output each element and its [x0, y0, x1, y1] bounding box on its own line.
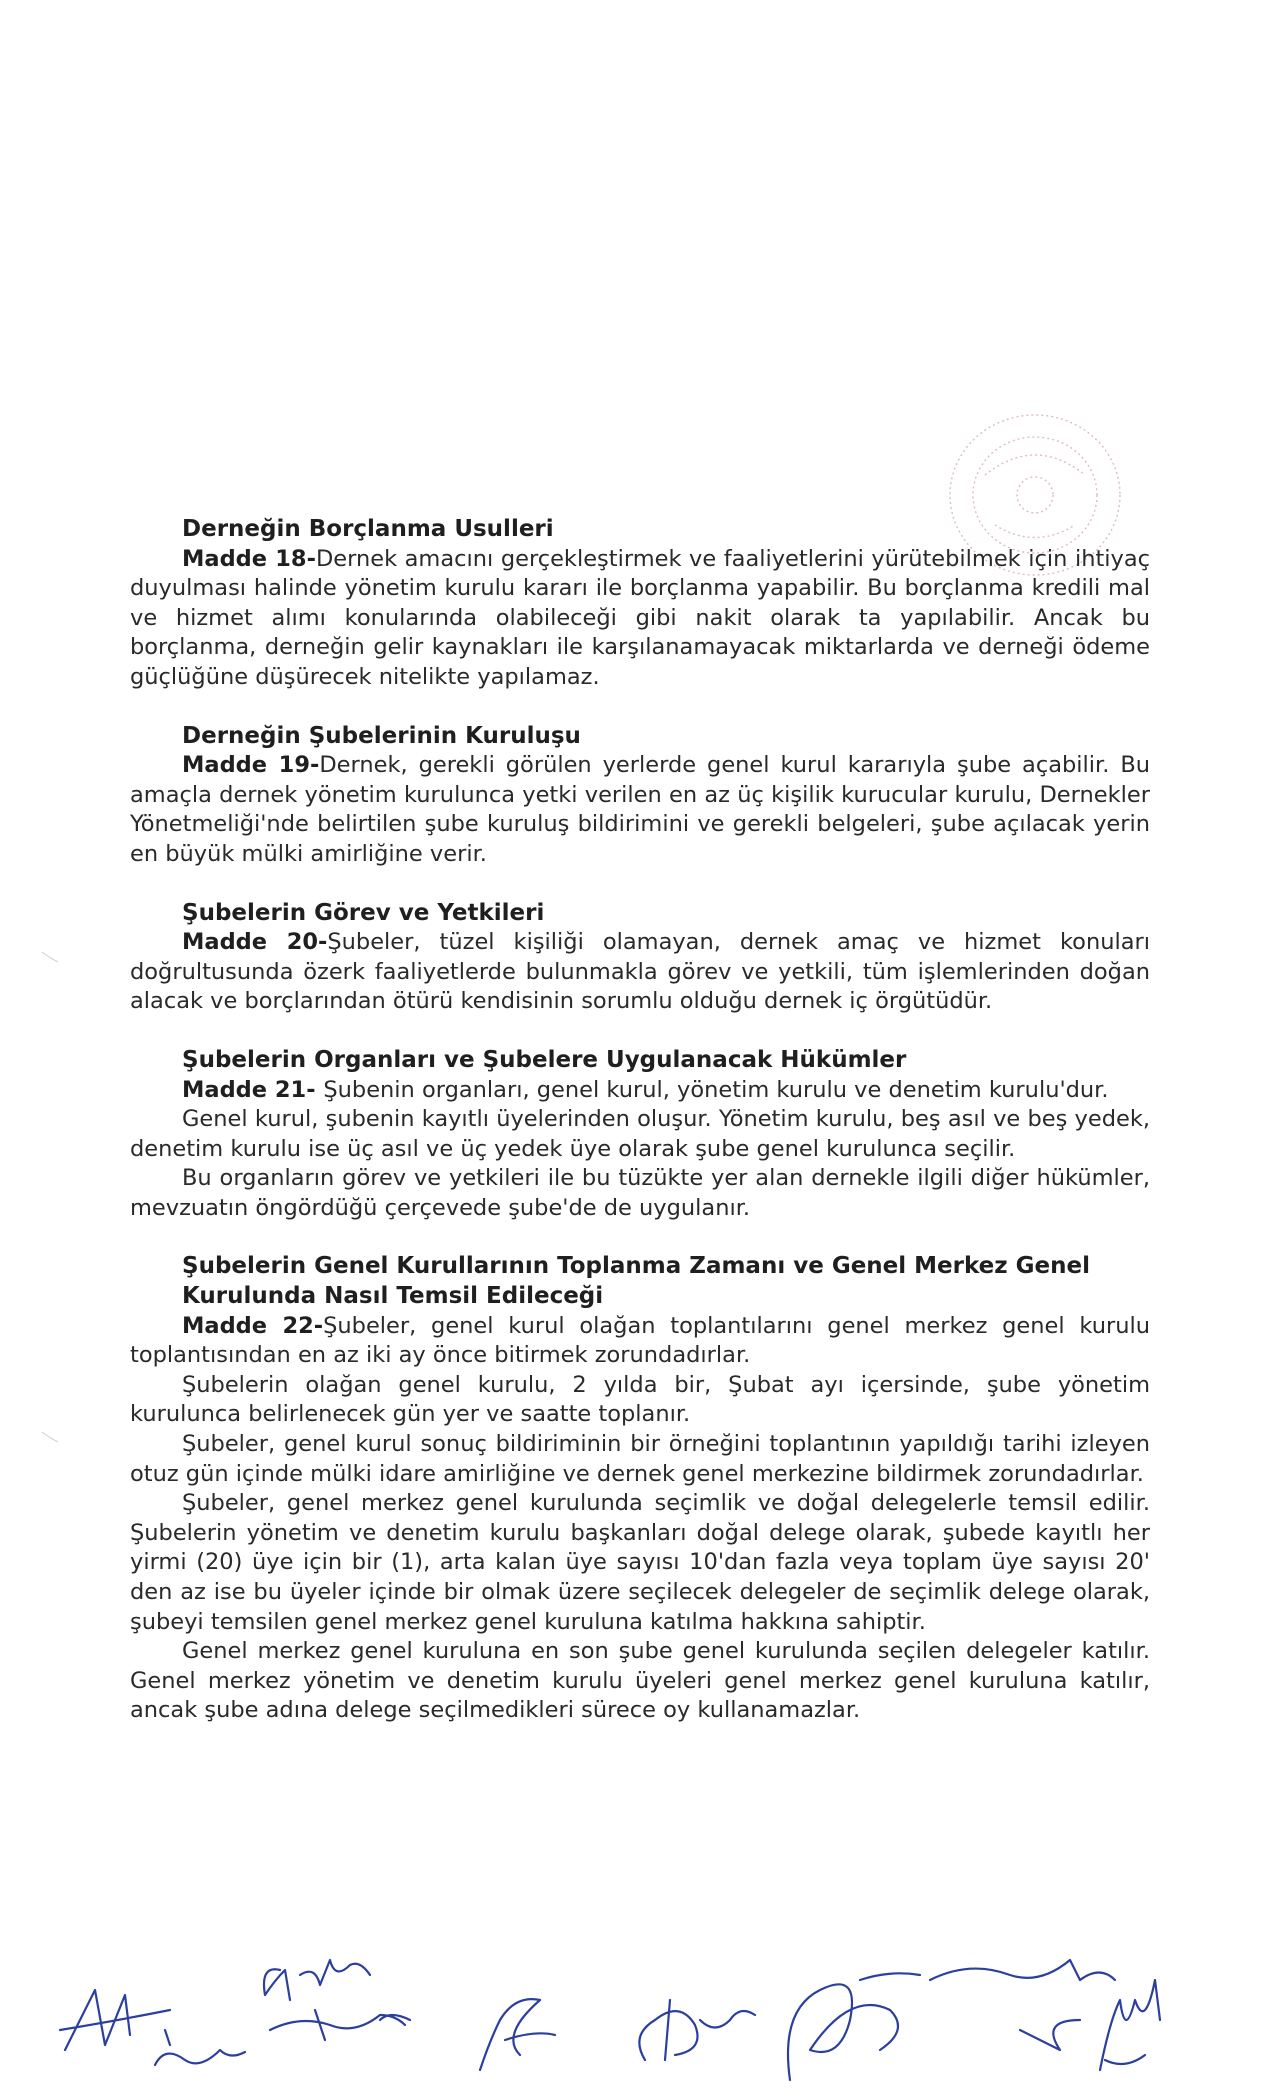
- signature-2: [155, 1960, 410, 2065]
- section-sube-gorev: [130, 899, 1150, 1017]
- paragraph: Genel merkez genel kuruluna en son şube genel kurulunda seçilen delegeler katılır. Genel merkez yönetim ve denetim kurulu üyeleri genel merkez genel kuruluna katılır, ancak şube adına delege seçilmedikleri sürece oy kullanamazlar.: [130, 1638, 1150, 1724]
- paragraph: [130, 1076, 1150, 1106]
- signature-3: [480, 1999, 555, 2070]
- article-number: Madde 21-: [182, 1076, 324, 1103]
- paragraph: [130, 1312, 1150, 1371]
- section-borclanma: [130, 515, 1150, 693]
- article-number: Madde 19-: [182, 752, 320, 779]
- article-number: Madde 20-: [182, 929, 328, 956]
- signature-6: [1100, 1980, 1160, 2070]
- signature-area: [0, 1880, 1275, 2100]
- article-number: Madde 22-: [182, 1312, 324, 1339]
- signature-1: [60, 1990, 170, 2050]
- article-text: Şubeler, genel kurul olağan toplantılarını genel merkez genel kurulu toplantısından en az iki ay önce bitirmek zorundadırlar.: [130, 1312, 1150, 1369]
- section-sube-genel-kurul: [130, 1252, 1150, 1726]
- paragraph: [130, 545, 1150, 693]
- paragraph: Şubelerin olağan genel kurulu, 2 yılda bir, Şubat ayı içersinde, şube yönetim kurulunca belirlenecek gün yer ve saatte toplanır.: [130, 1371, 1150, 1428]
- paragraph: [130, 928, 1150, 1017]
- section-heading: Derneğin Borçlanma Usulleri: [182, 516, 554, 542]
- paragraph: Genel kurul, şubenin kayıtlı üyelerinden oluşur. Yönetim kurulu, beş asıl ve beş yedek, denetim kurulu ise üç asıl ve üç yedek üye olarak şube genel kurulunca seçilir.: [130, 1106, 1150, 1162]
- section-sube-kurulusu: [130, 722, 1150, 870]
- scan-mark: [40, 1428, 60, 1448]
- section-heading: Derneğin Şubelerinin Kuruluşu: [182, 722, 581, 749]
- article-text: Şubenin organları, genel kurul, yönetim kurulu ve denetim kurulu'dur.: [323, 1076, 1109, 1103]
- paragraph: Bu organların görev ve yetkileri ile bu tüzükte yer alan dernekle ilgili diğer hükümler, mevzuatın öngördüğü çerçevede şube'de de uygulanır.: [130, 1165, 1150, 1221]
- section-heading: Şubelerin Genel Kurullarının Toplanma Zamanı ve Genel Merkez Genel Kurulunda Nasıl Temsil Edileceği: [182, 1253, 1090, 1310]
- article-text: Dernek, gerekli görülen yerlerde genel kurul kararıyla şube açabilir. Bu amaçla dernek yönetim kurulunca yetki verilen en az üç kişilik kurucular kurulu, Dernekler Yönetmeliği'nde belirtilen şube kuruluş bildirimini ve gerekli belgeleri, şube açılacak yerin en büyük mülki amirliğine verir.: [130, 752, 1151, 867]
- section-sube-organlari: [130, 1046, 1150, 1224]
- scan-mark: [40, 948, 60, 968]
- article-number: Madde 18-: [182, 545, 316, 572]
- paragraph: Şubeler, genel kurul sonuç bildiriminin bir örneğini toplantının yapıldığı tarihi izleyen otuz gün içinde mülki idare amirliğine ve dernek genel merkezine bildirmek zorundadırlar.: [130, 1431, 1150, 1487]
- section-heading: Şubelerin Organları ve Şubelere Uygulanacak Hükümler: [182, 1046, 907, 1073]
- paragraph: Şubeler, genel merkez genel kurulunda seçimlik ve doğal delegelerle temsil edilir. Şubelerin yönetim ve denetim kurulu başkanları doğal delege olarak, şubede kayıtlı her yirmi (20) üye için bir (1), arta kalan üye sayısı 10'dan fazla veya toplam üye sayısı 20' den az ise bu üyeler içinde bir olmak üzere seçilecek delegeler de seçimlik delege olarak, şubeyi temsilen genel merkez genel kuruluna katılma hakkına sahiptir.: [130, 1490, 1150, 1635]
- document-body: [130, 515, 1150, 1755]
- article-text: Şubeler, tüzel kişiliği olamayan, dernek amaç ve hizmet konuları doğrultusunda özerk faaliyetlerde bulunmakla görev ve yetkili, tüm işlemlerinden doğan alacak ve borçlarından ötürü kendisinin sorumlu olduğu dernek iç örgütüdür.: [130, 929, 1151, 1015]
- signature-4: [639, 2000, 755, 2060]
- section-heading: Şubelerin Görev ve Yetkileri: [182, 899, 545, 926]
- paragraph: [130, 751, 1150, 869]
- signature-5: [788, 1960, 1115, 2080]
- article-text: Dernek amacını gerçekleştirmek ve faaliyetlerini yürütebilmek için ihtiyaç duyulması halinde yönetim kurulu kararı ile borçlanma yapabilir. Bu borçlanma kredili mal ve hizmet alımı konularında olabileceği gibi nakit olarak ta yapılabilir. Ancak bu borçlanma, derneğin gelir kaynakları ile karşılanamayacak miktarlarda ve derneği ödeme güçlüğüne düşürecek nitelikte yapılamaz.: [130, 545, 1150, 690]
